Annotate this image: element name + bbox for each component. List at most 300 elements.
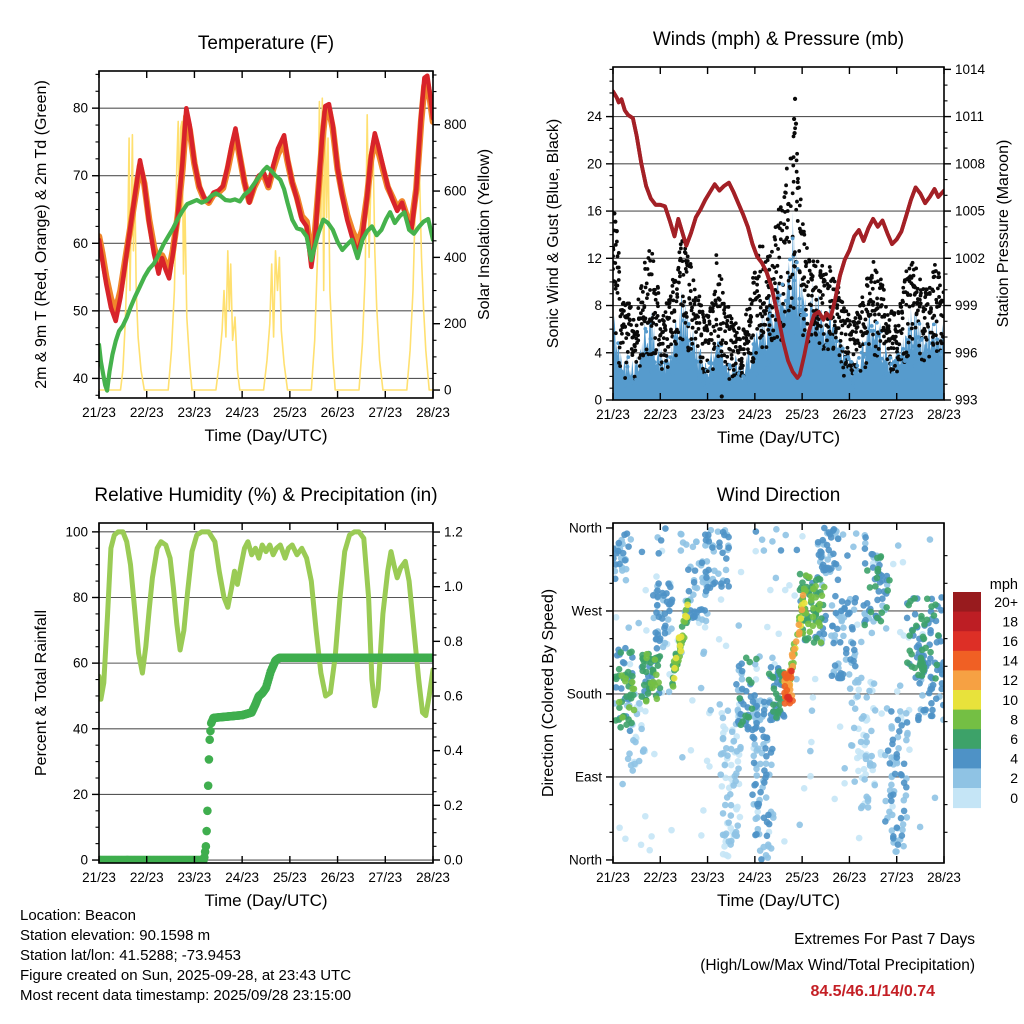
gust-dot [768, 254, 772, 258]
gust-dot [692, 278, 696, 282]
wind-direction-dot [723, 852, 730, 859]
gust-dot [654, 323, 658, 327]
wind-direction-dot [653, 636, 660, 643]
wind-direction-dot [619, 781, 626, 788]
x-tick-label: 23/23 [177, 405, 212, 420]
gust-dot [818, 341, 822, 345]
gust-dot [919, 294, 923, 298]
wind-direction-dot [799, 606, 806, 613]
wind-dot [649, 337, 653, 341]
wind-direction-dot [638, 841, 645, 848]
wind-direction-dot [753, 831, 760, 838]
wind-direction-dot [927, 630, 934, 637]
wind-direction-dot [613, 614, 620, 621]
wind-direction-dot [737, 744, 744, 751]
gust-dot [791, 164, 795, 168]
gust-dot [734, 362, 738, 366]
wind-dot [715, 376, 719, 380]
wind-dot [780, 282, 784, 286]
gust-dot [888, 318, 892, 322]
x-axis-title: Time (Day/UTC) [716, 428, 841, 447]
wind-direction-dot [725, 534, 732, 541]
wind-direction-dot [904, 659, 911, 666]
wind-direction-dot [827, 531, 834, 538]
gust-dot [779, 221, 783, 225]
figure-created: Figure created on Sun, 2025-09-28, at 23:43 UTC [20, 967, 352, 984]
gust-dot [628, 318, 632, 322]
extremes-title: Extremes For Past 7 Days [794, 931, 975, 948]
wind-direction-dot [640, 663, 647, 670]
gust-dot [867, 342, 871, 346]
gust-dot [679, 247, 683, 251]
x-tick-label: 21/23 [82, 870, 116, 885]
x-tick-label: 25/23 [785, 870, 820, 885]
gust-dot [796, 177, 800, 181]
gust-dot [783, 310, 787, 314]
wind-direction-dot [784, 687, 791, 694]
wind-direction-dot [908, 651, 915, 658]
gust-dot [634, 360, 638, 364]
wind-direction-dot [851, 725, 858, 732]
wind-direction-dot [912, 611, 919, 618]
wind-direction-dot [847, 685, 854, 692]
wind-direction-dot [654, 587, 661, 594]
gust-dot [926, 325, 930, 329]
wind-direction-dot [918, 655, 925, 662]
gust-dot [918, 298, 922, 302]
gust-dot [785, 167, 789, 171]
wind-direction-dot [636, 758, 643, 765]
gust-dot [882, 297, 886, 301]
wind-dot [723, 380, 727, 384]
colorbar-swatch [953, 749, 981, 769]
y-tick-label: 600 [444, 183, 467, 199]
wind-direction-dot [662, 525, 669, 532]
wind-direction-dot [904, 814, 911, 821]
gust-dot [672, 319, 676, 323]
wind-direction-dot [917, 824, 924, 831]
wind-direction-dot [665, 616, 672, 623]
gust-dot [922, 327, 926, 331]
wind-direction-dot [749, 705, 756, 712]
wind-direction-dot [723, 643, 730, 650]
wind-dot [664, 378, 668, 382]
wind-direction-dot [646, 847, 653, 854]
wind-direction-dot [665, 580, 672, 587]
y-tick-label: 80 [72, 100, 88, 116]
data-timestamp: Most recent data timestamp: 2025/09/28 23:15:00 [20, 987, 352, 1004]
wind-direction-dot [666, 608, 673, 615]
gust-dot [624, 336, 628, 340]
wind-dot [860, 351, 864, 355]
gust-dot [747, 339, 751, 343]
y-tick-label: 100 [65, 524, 88, 540]
gust-dot [792, 180, 796, 184]
wind-direction-dot [733, 833, 740, 840]
gust-dot [803, 288, 807, 292]
gust-dot [869, 313, 873, 317]
wind-dot [686, 366, 690, 370]
wind-direction-dot [855, 679, 862, 686]
wind-direction-dot [833, 610, 840, 617]
wind-dot [709, 373, 713, 377]
wind-direction-dot [791, 592, 798, 599]
wind-direction-dot [677, 642, 684, 649]
gust-dot [897, 342, 901, 346]
wind-direction-dot [807, 748, 814, 755]
gust-dot [690, 309, 694, 313]
gust-dot [760, 315, 764, 319]
y-tick-label: 20 [586, 156, 602, 172]
wind-dot [866, 372, 870, 376]
wind-direction-dot [693, 609, 700, 616]
wind-direction-dot [796, 822, 803, 829]
gust-dot [684, 321, 688, 325]
gust-dot [645, 347, 649, 351]
gust-dot [828, 265, 832, 269]
gust-dot [859, 369, 863, 373]
gust-dot [802, 230, 806, 234]
gust-dot [620, 332, 624, 336]
gust-dot [730, 353, 734, 357]
gust-dot [792, 155, 796, 159]
gust-dot [718, 274, 722, 278]
wind-dot [940, 350, 944, 354]
y-tick-label: 40 [72, 721, 88, 737]
x-tick-label: 26/23 [320, 870, 355, 885]
wind-direction-dot [868, 609, 875, 616]
gust-dot [681, 273, 685, 277]
wind-direction-dot [829, 602, 836, 609]
x-tick-label: 28/23 [927, 870, 961, 885]
wind-dot [810, 337, 814, 341]
gust-dot [847, 313, 851, 317]
wind-direction-dot [887, 792, 894, 799]
gust-dot [787, 240, 791, 244]
wind-dot [727, 382, 731, 386]
wind-dot [830, 335, 834, 339]
wind-direction-dot [773, 575, 780, 582]
gust-dot [755, 314, 759, 318]
wind-direction-dot [668, 827, 675, 834]
gust-dot [699, 304, 703, 308]
gust-dot [817, 317, 821, 321]
gust-dot [689, 265, 693, 269]
wind-direction-dot [847, 656, 854, 663]
wind-dot [706, 376, 710, 380]
wind-dot [644, 330, 648, 334]
gust-dot [690, 342, 694, 346]
gust-dot [791, 191, 795, 195]
wind-direction-dot [655, 679, 662, 686]
wind-direction-dot [788, 668, 795, 675]
y-tick-label: 0.4 [444, 743, 463, 759]
wind-dot [746, 377, 750, 381]
wind-direction-dot [919, 672, 926, 679]
gust-dot [755, 289, 759, 293]
wind-direction-dot [796, 621, 803, 628]
wind-direction-dot [678, 634, 685, 641]
gust-dot [806, 293, 810, 297]
gust-dot [623, 325, 627, 329]
gust-dot [811, 275, 815, 279]
wind-dot [649, 370, 653, 374]
colorbar-swatch [953, 788, 981, 808]
gust-dot [931, 343, 935, 347]
wind-dot [733, 379, 737, 383]
wind-direction-dot [830, 640, 837, 647]
wind-direction-dot [631, 707, 638, 714]
wind-dot [687, 322, 691, 326]
wind-dot [901, 347, 905, 351]
wind-direction-dot [817, 576, 824, 583]
gust-dot [615, 240, 619, 244]
gust-dot [735, 331, 739, 335]
gust-dot [732, 373, 736, 377]
y-tick-label: 0.0 [444, 852, 463, 868]
wind-direction-dot [752, 781, 759, 788]
gust-dot [786, 218, 790, 222]
wind-direction-dot [841, 780, 848, 787]
wind-direction-dot [788, 675, 795, 682]
x-tick-label: 26/23 [832, 870, 867, 885]
gust-dot [779, 275, 783, 279]
gust-dot [618, 364, 622, 368]
gust-dot [773, 281, 777, 285]
gust-dot [674, 353, 678, 357]
gust-dot [740, 366, 744, 370]
y-axis-title-right: Station Pressure (Maroon) [995, 139, 1012, 328]
wind-direction-dot [889, 741, 896, 748]
wind-direction-dot [653, 671, 660, 678]
gust-dot [752, 357, 756, 361]
gust-dot [763, 323, 767, 327]
wind-dot [761, 369, 765, 373]
gust-dot [907, 341, 911, 345]
wind-direction-dot [750, 752, 757, 759]
wind-direction-dot [738, 722, 745, 729]
wind-direction-dot [904, 615, 911, 622]
wind-direction-dot [868, 728, 875, 735]
gust-dot [938, 283, 942, 287]
wind-direction-dot [627, 728, 634, 735]
gust-dot [911, 261, 915, 265]
gust-dot [720, 394, 724, 398]
gust-dot [712, 342, 716, 346]
gust-dot [933, 263, 937, 267]
gust-dot [711, 310, 715, 314]
gust-dot [753, 271, 757, 275]
gust-dot [738, 337, 742, 341]
wind-dot [758, 373, 762, 377]
wind-direction-dot [821, 584, 828, 591]
gust-dot [808, 269, 812, 273]
y-tick-label: 1.2 [444, 524, 463, 540]
gust-dot [892, 346, 896, 350]
wind-dot [918, 322, 922, 326]
wind-direction-dot [709, 544, 716, 551]
wind-dot [689, 366, 693, 370]
wind-dot [932, 322, 936, 326]
wind-dot [841, 347, 845, 351]
wind-direction-dot [782, 532, 789, 539]
wind-direction-dot [745, 714, 752, 721]
gust-dot [873, 313, 877, 317]
gust-dot [875, 297, 879, 301]
gust-dot [689, 347, 693, 351]
wind-direction-dot [753, 656, 760, 663]
gust-dot [763, 312, 767, 316]
gust-dot [720, 350, 724, 354]
wind-direction-dot [911, 595, 918, 602]
gust-dot [869, 280, 873, 284]
wind-dot [825, 343, 829, 347]
wind-direction-dot [937, 638, 944, 645]
wind-direction-dot [863, 733, 870, 740]
gust-dot [801, 333, 805, 337]
y-tick-label: 40 [72, 370, 88, 386]
gust-dot [725, 355, 729, 359]
wind-direction-dot [846, 610, 853, 617]
gust-dot [878, 339, 882, 343]
x-tick-label: 27/23 [879, 407, 914, 422]
gust-dot [814, 285, 818, 289]
gust-dot [747, 333, 751, 337]
wind-direction-dot [863, 794, 870, 801]
gust-dot [844, 332, 848, 336]
gust-dot [779, 205, 783, 209]
gust-dot [671, 298, 675, 302]
wind-dot [800, 313, 804, 317]
gust-dot [636, 333, 640, 337]
gust-dot [640, 284, 644, 288]
gust-dot [616, 254, 620, 258]
gust-dot [842, 306, 846, 310]
wind-direction-dot [718, 751, 725, 758]
wind-direction-dot [728, 802, 735, 809]
y-tick-label: 800 [444, 117, 467, 133]
gust-dot [764, 309, 768, 313]
gust-dot [901, 327, 905, 331]
wind-dot [623, 384, 627, 388]
wind-direction-dot [882, 818, 889, 825]
gust-dot [935, 301, 939, 305]
gust-dot [860, 310, 864, 314]
wind-direction-dot [782, 674, 789, 681]
wind-direction-dot [903, 737, 910, 744]
wind-direction-dot [718, 596, 725, 603]
gust-dot [613, 261, 617, 265]
wind-direction-dot [872, 707, 879, 714]
wind-direction-dot [753, 772, 760, 779]
wind-direction-dot [728, 762, 735, 769]
gust-dot [626, 350, 630, 354]
gust-dot [748, 324, 752, 328]
gust-dot [872, 260, 876, 264]
wind-dot [707, 361, 711, 365]
wind-dot [899, 364, 903, 368]
wind-direction-dot [724, 578, 731, 585]
gust-dot [811, 259, 815, 263]
gust-dot [854, 330, 858, 334]
gust-dot [837, 326, 841, 330]
wind-direction-dot [874, 575, 881, 582]
gust-dot [863, 326, 867, 330]
x-axis-title: Time (Day/UTC) [716, 891, 841, 910]
gust-dot [752, 281, 756, 285]
gust-dot [616, 291, 620, 295]
gust-dot [699, 360, 703, 364]
wind-direction-dot [678, 547, 685, 554]
colorbar-label: 16 [1002, 633, 1018, 649]
gust-dot [645, 281, 649, 285]
wind-direction-dot [644, 651, 651, 658]
gust-dot [888, 330, 892, 334]
gust-dot [636, 298, 640, 302]
gust-dot [689, 289, 693, 293]
wind-direction-dot [655, 580, 662, 587]
wind-dot [903, 359, 907, 363]
gust-dot [675, 292, 679, 296]
gust-dot [866, 284, 870, 288]
wind-direction-dot [864, 567, 871, 574]
wind-direction-dot [642, 708, 649, 715]
gust-dot [871, 300, 875, 304]
wind-direction-dot [734, 822, 741, 829]
wind-direction-dot [659, 615, 666, 622]
wind-direction-dot [627, 692, 634, 699]
chart-title: Temperature (F) [197, 33, 335, 54]
gust-dot [677, 250, 681, 254]
gust-dot [819, 296, 823, 300]
gust-dot [901, 286, 905, 290]
gust-dot [723, 329, 727, 333]
y-tick-label: 0 [80, 852, 88, 868]
wind-direction-dot [794, 547, 801, 554]
gust-dot [798, 269, 802, 273]
gust-dot [694, 330, 698, 334]
gust-dot [618, 297, 622, 301]
gust-dot [716, 354, 720, 358]
gust-dot [696, 344, 700, 348]
gust-dot [877, 347, 881, 351]
gust-dot [795, 170, 799, 174]
wind-direction-dot [632, 739, 639, 746]
gust-dot [821, 293, 825, 297]
chart-title: Wind Direction [716, 485, 841, 506]
y-tick-label: 993 [955, 392, 978, 408]
y-tick-label: 8 [594, 298, 602, 314]
extremes-subtitle: (High/Low/Max Wind/Total Precipitation) [700, 957, 975, 974]
wind-direction-dot [901, 760, 908, 767]
wind-direction-dot [737, 814, 744, 821]
wind-dot [661, 372, 665, 376]
gust-dot [801, 222, 805, 226]
x-axis-title: Time (Day/UTC) [204, 426, 328, 445]
wind-dot [935, 355, 939, 359]
gust-dot [770, 250, 774, 254]
wind-direction-dot [679, 754, 686, 761]
wind-direction-dot [764, 833, 771, 840]
gust-dot [676, 330, 680, 334]
wind-direction-dot [861, 622, 868, 629]
gust-dot [816, 260, 820, 264]
gust-dot [795, 200, 799, 204]
x-tick-label: 22/23 [129, 870, 164, 885]
gust-dot [917, 344, 921, 348]
humidity-precip-chart [0, 470, 512, 920]
wind-direction-dot [654, 696, 661, 703]
